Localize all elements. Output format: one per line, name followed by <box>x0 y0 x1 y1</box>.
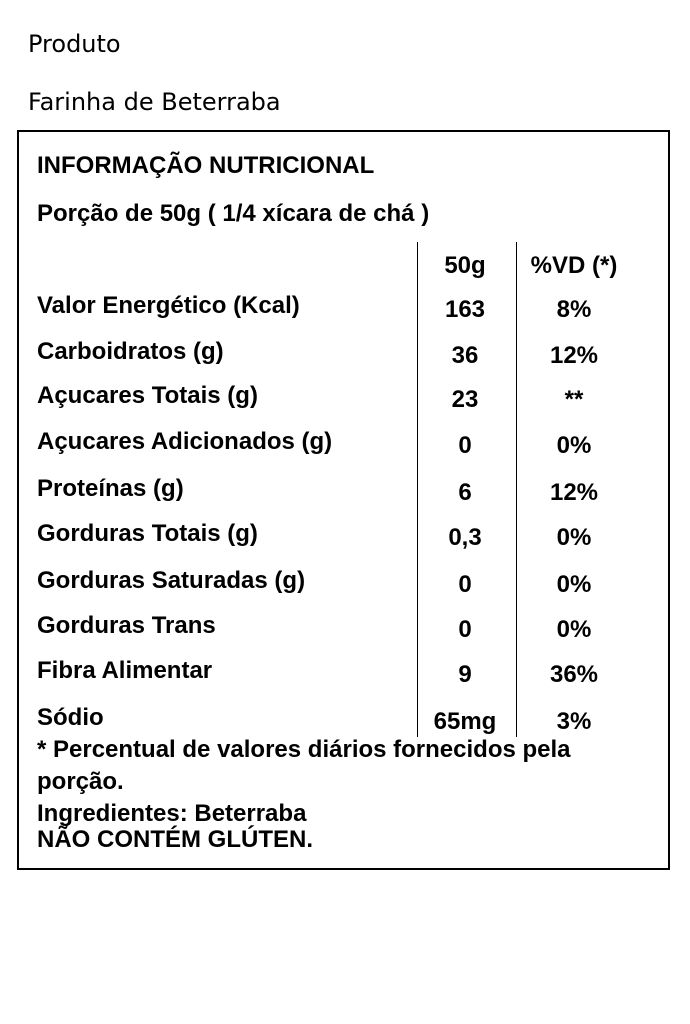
nutrient-name: Gorduras Totais (g) <box>37 520 258 547</box>
column-divider-right <box>516 242 517 737</box>
nutrient-amount: 36 <box>451 342 479 369</box>
nutrient-amount: 163 <box>444 296 486 323</box>
nutrient-name: Sódio <box>37 704 104 731</box>
column-divider-left <box>417 242 418 737</box>
nutrient-name: Carboidratos (g) <box>37 338 224 365</box>
product-name: Farinha de Beterraba <box>28 88 281 116</box>
nutrient-amount: 6 <box>458 479 472 506</box>
footnote-line-2: porção. <box>37 768 124 795</box>
nutrient-vd: 0% <box>556 432 592 459</box>
footnote-line-1: * Percentual de valores diários fornecidos pela <box>37 736 571 763</box>
nutrient-vd: 12% <box>549 479 599 506</box>
nutrient-name: Valor Energético (Kcal) <box>37 292 300 319</box>
nutrition-table <box>17 130 670 870</box>
nutrient-name: Fibra Alimentar <box>37 657 213 684</box>
table-title: INFORMAÇÃO NUTRICIONAL <box>37 152 375 179</box>
nutrient-amount: 0,3 <box>448 524 482 551</box>
nutrient-amount: 9 <box>458 661 472 688</box>
nutrient-amount: 0 <box>458 616 472 643</box>
nutrient-vd: 0% <box>556 616 592 643</box>
product-label: Produto <box>28 30 121 58</box>
nutrient-amount: 0 <box>458 571 472 598</box>
gluten-notice: NÃO CONTÉM GLÚTEN. <box>37 826 313 853</box>
nutrient-name: Açucares Adicionados (g) <box>37 428 333 455</box>
nutrient-vd: 0% <box>556 524 592 551</box>
nutrient-name: Açucares Totais (g) <box>37 382 258 409</box>
nutrient-name: Proteínas (g) <box>37 475 184 502</box>
nutrient-amount: 23 <box>451 386 479 413</box>
nutrient-vd: ** <box>564 386 584 413</box>
nutrient-vd: 36% <box>549 661 599 688</box>
amount-column-header: 50g <box>444 252 486 279</box>
nutrient-amount: 65mg <box>433 708 497 735</box>
nutrient-name: Gorduras Saturadas (g) <box>37 567 306 594</box>
nutrient-amount: 0 <box>458 432 472 459</box>
nutrient-vd: 3% <box>556 708 592 735</box>
nutrient-vd: 8% <box>556 296 592 323</box>
nutrient-name: Gorduras Trans <box>37 612 216 639</box>
nutrient-vd: 12% <box>549 342 599 369</box>
vd-column-header: %VD (*) <box>530 252 618 279</box>
portion-text: Porção de 50g ( 1/4 xícara de chá ) <box>37 200 430 227</box>
ingredients-text: Ingredientes: Beterraba <box>37 800 307 827</box>
nutrient-vd: 0% <box>556 571 592 598</box>
